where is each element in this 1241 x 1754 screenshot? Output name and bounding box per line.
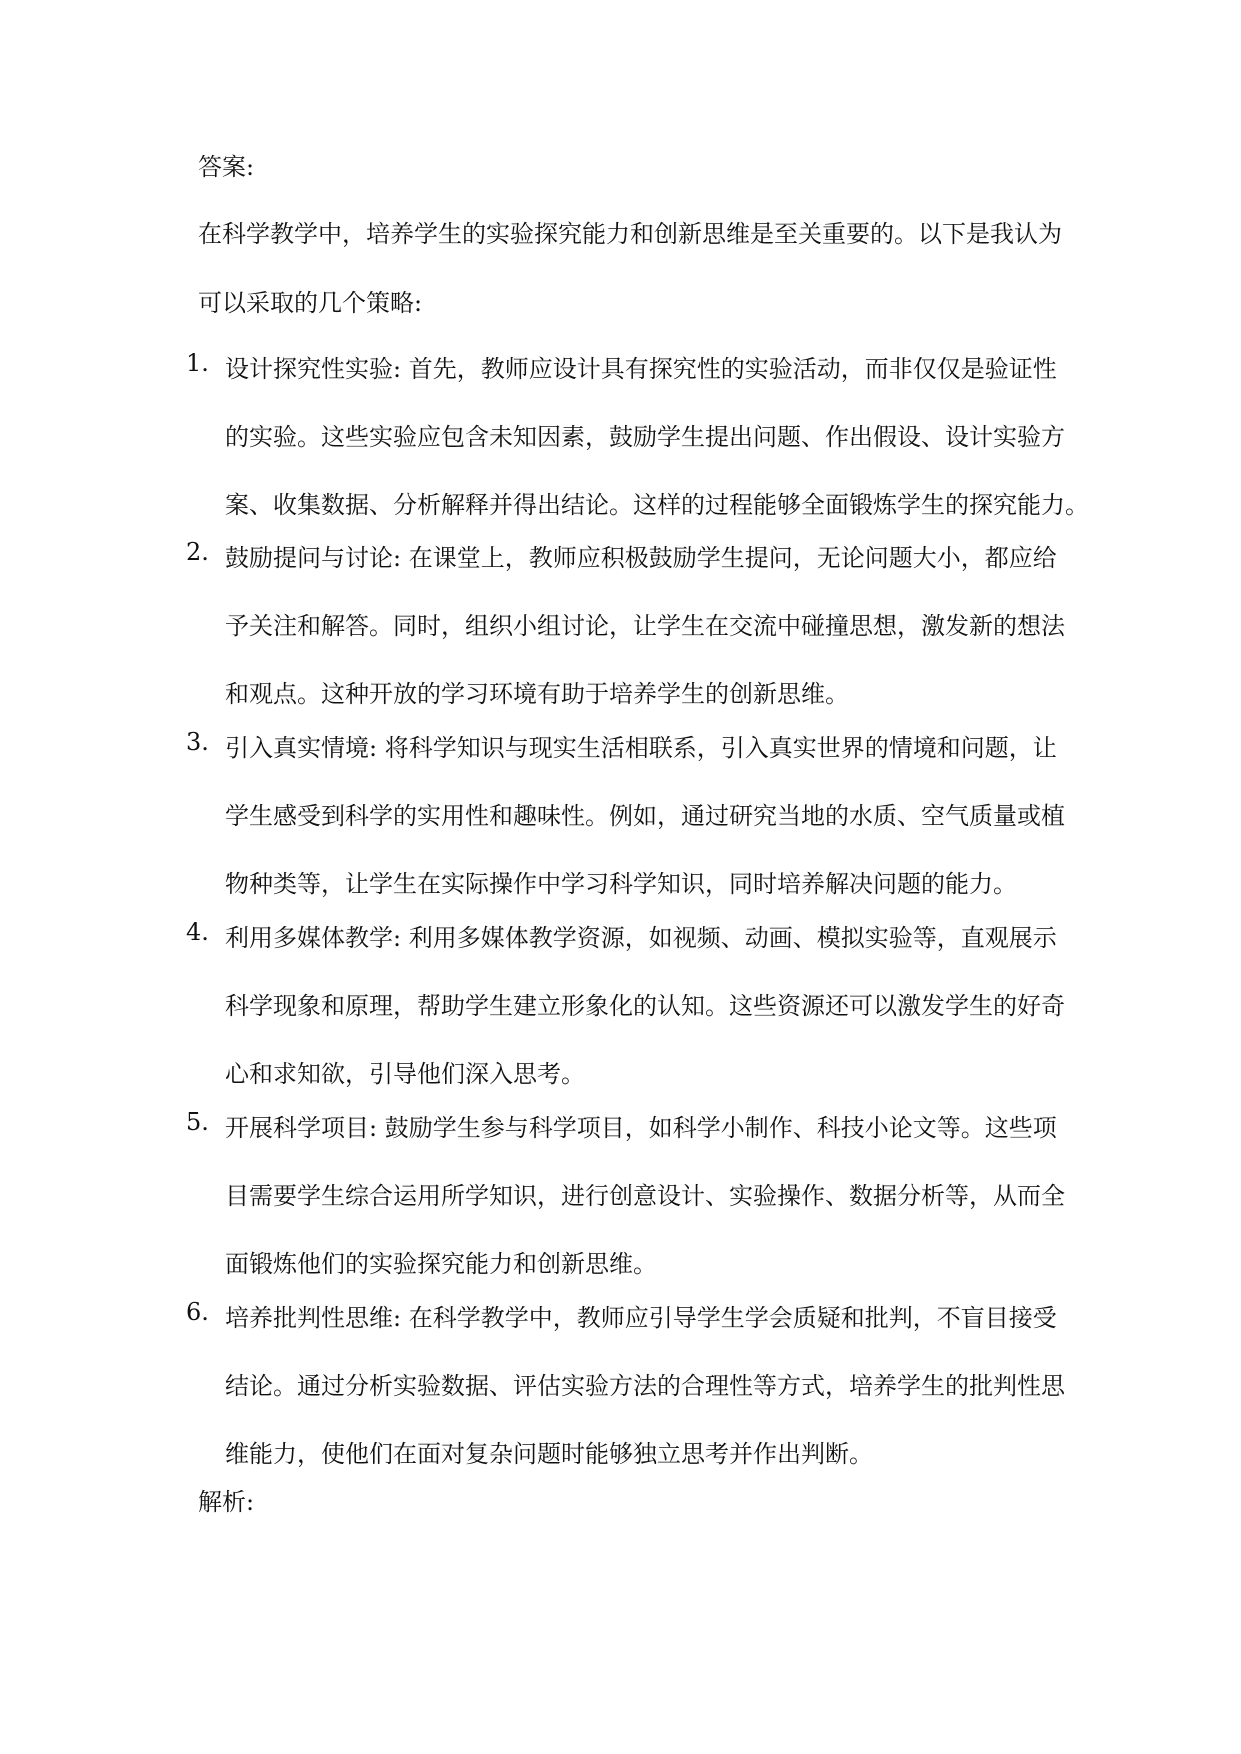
- item-line: 结论。通过分析实验数据、评估实验方法的合理性等方式，培养学生的批判性思: [225, 1372, 1065, 1400]
- item-line: 面锻炼他们的实验探究能力和创新思维。: [225, 1250, 657, 1278]
- analysis-label: 解析:: [198, 1488, 255, 1516]
- item-line: 设计探究性实验: 首先，教师应设计具有探究性的实验活动，而非仅仅是验证性: [225, 355, 1057, 383]
- item-line: 心和求知欲，引导他们深入思考。: [225, 1060, 585, 1088]
- intro-line-2: 可以采取的几个策略:: [198, 289, 423, 317]
- item-line: 利用多媒体教学: 利用多媒体教学资源，如视频、动画、模拟实验等，直观展示: [225, 924, 1057, 952]
- item-number: 2.: [186, 538, 209, 566]
- item-line: 予关注和解答。同时，组织小组讨论，让学生在交流中碰撞思想，激发新的想法: [225, 612, 1065, 640]
- item-number: 4.: [186, 918, 209, 946]
- item-line: 培养批判性思维: 在科学教学中，教师应引导学生学会质疑和批判，不盲目接受: [225, 1304, 1057, 1332]
- item-number: 1.: [186, 349, 209, 377]
- item-line: 案、收集数据、分析解释并得出结论。这样的过程能够全面锻炼学生的探究能力。: [225, 491, 1089, 519]
- item-number: 6.: [186, 1298, 209, 1326]
- item-line: 引入真实情境: 将科学知识与现实生活相联系，引入真实世界的情境和问题，让: [225, 734, 1057, 762]
- item-line: 物种类等，让学生在实际操作中学习科学知识，同时培养解决问题的能力。: [225, 870, 1017, 898]
- item-line: 开展科学项目: 鼓励学生参与科学项目，如科学小制作、科技小论文等。这些项: [225, 1114, 1057, 1142]
- item-number: 3.: [186, 728, 209, 756]
- item-line: 学生感受到科学的实用性和趣味性。例如，通过研究当地的水质、空气质量或植: [225, 802, 1065, 830]
- answer-label: 答案:: [198, 153, 255, 181]
- intro-line-1: 在科学教学中，培养学生的实验探究能力和创新思维是至关重要的。以下是我认为: [198, 220, 1062, 248]
- item-line: 科学现象和原理，帮助学生建立形象化的认知。这些资源还可以激发学生的好奇: [225, 992, 1065, 1020]
- item-line: 和观点。这种开放的学习环境有助于培养学生的创新思维。: [225, 680, 849, 708]
- item-line: 维能力，使他们在面对复杂问题时能够独立思考并作出判断。: [225, 1440, 873, 1468]
- item-line: 鼓励提问与讨论: 在课堂上，教师应积极鼓励学生提问，无论问题大小，都应给: [225, 544, 1057, 572]
- item-number: 5.: [186, 1108, 209, 1136]
- item-line: 的实验。这些实验应包含未知因素，鼓励学生提出问题、作出假设、设计实验方: [225, 423, 1065, 451]
- item-line: 目需要学生综合运用所学知识，进行创意设计、实验操作、数据分析等，从而全: [225, 1182, 1065, 1210]
